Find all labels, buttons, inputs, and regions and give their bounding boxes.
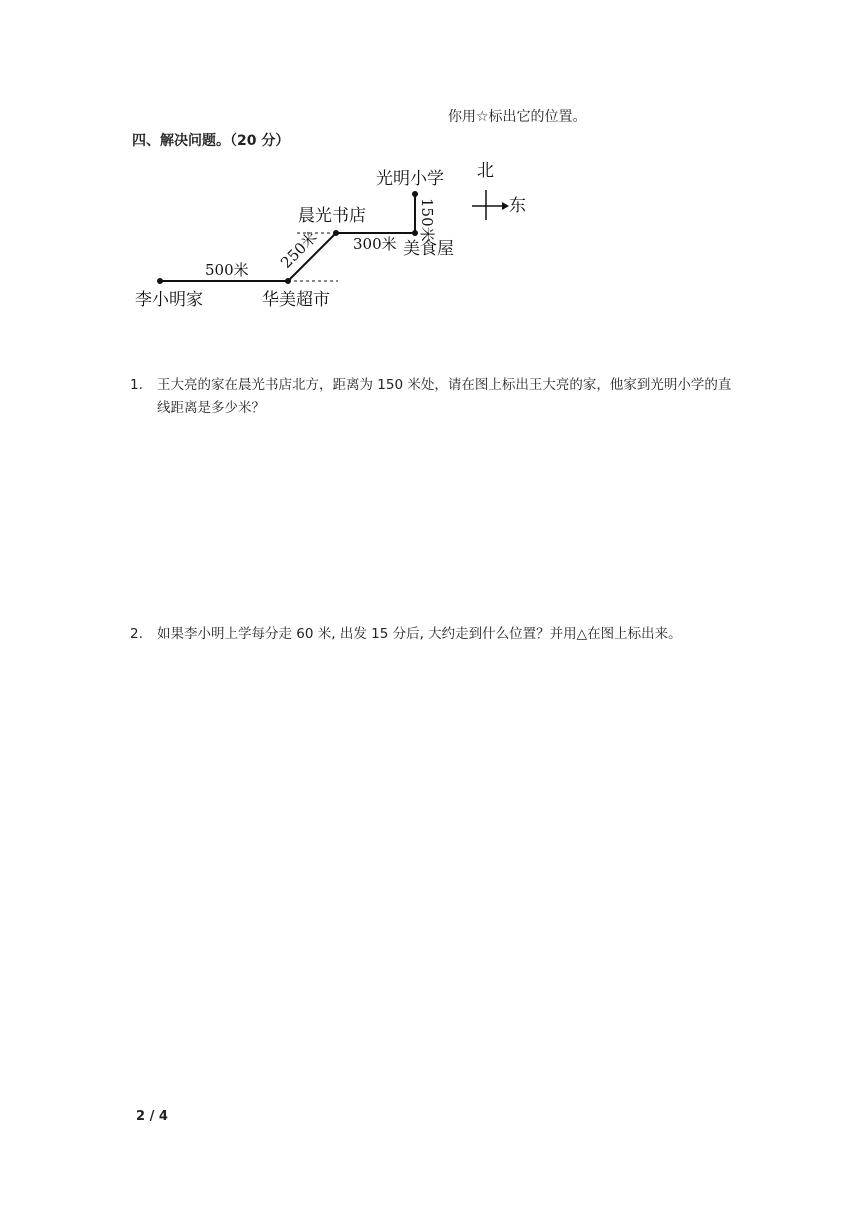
- question-2-text: 如果李小明上学每分走 60 米, 出发 15 分后, 大约走到什么位置？并用△在图上标出来。: [157, 626, 682, 642]
- label-school: 光明小学: [376, 169, 444, 189]
- previous-question-tail: 你用☆标出它的位置。: [448, 109, 587, 125]
- distance-bookstore-food: 300米: [353, 235, 397, 253]
- question-1-text: 王大亮的家在晨光书店北方，距离为 150 米处，请在图上标出王大亮的家，他家到光明小学的直线距离是多少米？: [157, 377, 732, 416]
- home-point: [157, 278, 163, 284]
- label-market: 华美超市: [262, 290, 330, 310]
- label-home: 李小明家: [135, 290, 203, 310]
- question-1: [130, 374, 740, 420]
- distance-food-school: 150米: [418, 198, 436, 242]
- distance-home-market: 500米: [205, 261, 249, 279]
- bookstore-point: [333, 230, 339, 236]
- question-1-number: 1.: [130, 377, 143, 393]
- food-point: [412, 230, 418, 236]
- page-number: 2 / 4: [136, 1109, 168, 1124]
- compass-icon: [472, 161, 526, 220]
- school-point: [412, 191, 418, 197]
- compass-east-label: 东: [509, 196, 526, 216]
- section-heading: 四、解决问题。（20 分）: [132, 133, 290, 149]
- distance-market-bookstore: 250米: [277, 228, 321, 272]
- question-2: [130, 623, 740, 646]
- route-map-diagram: [125, 150, 545, 320]
- label-food: 美食屋: [403, 239, 454, 259]
- compass-north-label: 北: [477, 161, 494, 181]
- label-bookstore: 晨光书店: [298, 206, 366, 226]
- question-2-number: 2.: [130, 626, 143, 642]
- market-point: [285, 278, 291, 284]
